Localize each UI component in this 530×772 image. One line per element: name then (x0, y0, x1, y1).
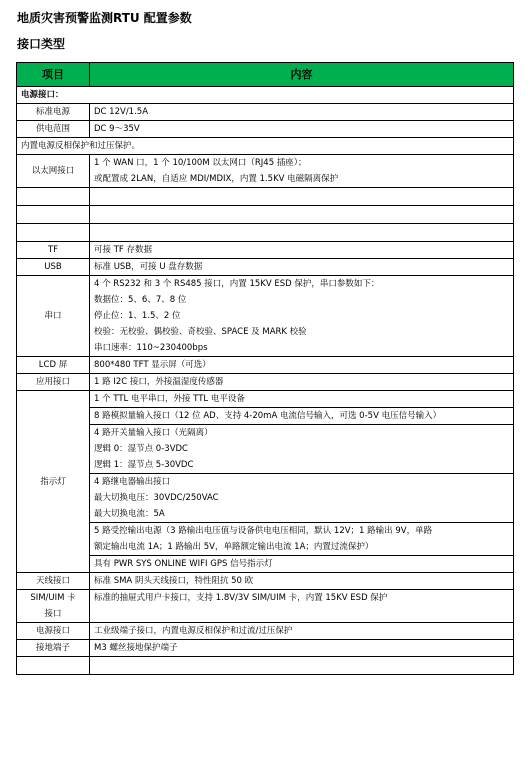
switch-line: 逻辑 1：湿节点 5-30VDC (94, 460, 194, 470)
serial-line: 4 个 RS232 和 3 个 RS485 接口，内置 15KV ESD 保护，串口参数如下： (94, 279, 380, 289)
sim-label (17, 590, 90, 623)
table-row (17, 408, 514, 425)
empty-cell (17, 206, 90, 224)
table-row (17, 259, 514, 276)
power-out-line: 额定输出电流 1A；1 路输出 5V，单路额定输出电流 1A；内置过流保护） (94, 542, 374, 552)
serial-line: 校验：无校验、偶校验、奇校验、SPACE 及 MARK 校验 (94, 327, 307, 337)
power-range-label: 供电范围 (17, 121, 90, 138)
usb-value: 标准 USB，可接 U 盘存数据 (90, 259, 514, 276)
indicator-label: 指示灯 (17, 391, 90, 573)
ethernet-line: 或配置成 2LAN，自适应 MDI/MDIX，内置 1.5KV 电磁隔离保护 (94, 174, 339, 184)
table-row (17, 640, 514, 657)
table-row (17, 276, 514, 357)
power-std-label: 标准电源 (17, 104, 90, 121)
table-row (17, 425, 514, 474)
serial-value (90, 276, 514, 357)
empty-cell (90, 657, 514, 675)
table-row (17, 623, 514, 640)
table-row (17, 474, 514, 523)
empty-cell (90, 206, 514, 224)
sim-label-line: 接口 (44, 609, 62, 619)
ethernet-value (90, 155, 514, 188)
relay-line: 最大切换电压：30VDC/250VAC (94, 493, 219, 503)
analog-value: 8 路模拟量输入接口（12 位 AD、支持 4-20mA 电流信号输入，可选 0-5V 电压信号输入） (90, 408, 514, 425)
app-label: 应用接口 (17, 374, 90, 391)
empty-row (17, 206, 514, 224)
serial-label: 串口 (17, 276, 90, 357)
switch-line: 4 路开关量输入接口（光隔离） (94, 428, 213, 438)
power-std-value: DC 12V/1.5A (90, 104, 514, 121)
header-row (17, 63, 514, 87)
section-subtitle: 接口类型 (17, 37, 66, 51)
usb-label: USB (17, 259, 90, 276)
empty-cell (17, 657, 90, 675)
relay-line: 最大切换电流：5A (94, 509, 165, 519)
power-range-value: DC 9～35V (90, 121, 514, 138)
empty-row (17, 188, 514, 206)
antenna-label: 天线接口 (17, 573, 90, 590)
table-row (17, 556, 514, 573)
empty-row (17, 657, 514, 675)
table-row (17, 374, 514, 391)
table-row (17, 357, 514, 374)
lcd-value: 800*480 TFT 显示屏（可选） (90, 357, 514, 374)
table-row (17, 391, 514, 408)
empty-cell (90, 224, 514, 242)
header-item: 项目 (17, 63, 90, 87)
ground-value: M3 螺丝接地保护端子 (90, 640, 514, 657)
header-content: 内容 (90, 63, 514, 87)
section-power-heading: 电源接口： (17, 87, 514, 104)
switch-line: 逻辑 0：湿节点 0-3VDC (94, 444, 188, 454)
relay-line: 4 路继电器输出接口 (94, 477, 171, 487)
tf-value: 可接 TF 存数据 (90, 242, 514, 259)
relay-value (90, 474, 514, 523)
empty-cell (17, 188, 90, 206)
ethernet-line: 1 个 WAN 口，1 个 10/100M 以太网口（RJ45 插座）； (94, 158, 307, 168)
led-value: 具有 PWR SYS ONLINE WIFI GPS 信号指示灯 (90, 556, 514, 573)
table-row (17, 87, 514, 104)
document-title: 地质灾害预警监测RTU 配置参数 (17, 11, 192, 25)
sim-label-line: SIM/UIM 卡 (30, 593, 76, 603)
serial-line: 数据位：5、6、7、8 位 (94, 295, 187, 305)
table-row (17, 573, 514, 590)
ttl-value: 1 个 TTL 电平串口，外接 TTL 电平设备 (90, 391, 514, 408)
switch-value (90, 425, 514, 474)
ground-label: 接地端子 (17, 640, 90, 657)
spec-table (16, 62, 514, 675)
table-row (17, 242, 514, 259)
table-row (17, 104, 514, 121)
antenna-value: 标准 SMA 阴头天线接口，特性阻抗 50 欧 (90, 573, 514, 590)
power-if-label: 电源接口 (17, 623, 90, 640)
power-protect-note: 内置电源反相保护和过压保护。 (17, 138, 514, 155)
ethernet-label: 以太网接口 (17, 155, 90, 188)
sim-value: 标准的抽屉式用户卡接口，支持 1.8V/3V SIM/UIM 卡，内置 15KV ESD 保护 (90, 590, 514, 623)
table-row (17, 121, 514, 138)
app-value: 1 路 I2C 接口，外接温湿度传感器 (90, 374, 514, 391)
tf-label: TF (17, 242, 90, 259)
table-row (17, 155, 514, 188)
empty-row (17, 224, 514, 242)
empty-cell (17, 224, 90, 242)
table-row (17, 138, 514, 155)
table-row (17, 523, 514, 556)
power-out-value (90, 523, 514, 556)
serial-line: 停止位：1、1.5、2 位 (94, 311, 181, 321)
power-out-line: 5 路受控输出电源（3 路输出电压值与设备供电电压相同，默认 12V；1 路输出 9V，单路 (94, 526, 433, 536)
lcd-label: LCD 屏 (17, 357, 90, 374)
empty-cell (90, 188, 514, 206)
table-row (17, 590, 514, 623)
serial-line: 串口速率：110~230400bps (94, 343, 208, 353)
power-if-value: 工业级端子接口，内置电源反相保护和过流/过压保护 (90, 623, 514, 640)
